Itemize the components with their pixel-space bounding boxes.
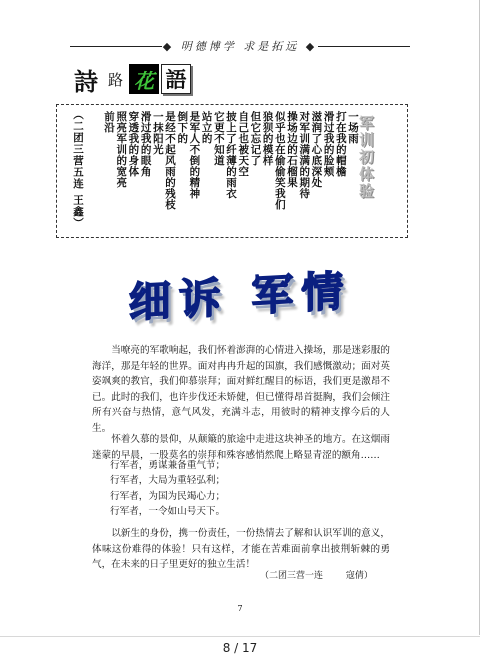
article-signature: （二团三营一连 寇倩）	[260, 571, 373, 581]
poem-line: 滑过我的脸颊	[322, 111, 335, 177]
verse-line: 行军者，一令如山号天下。	[110, 506, 226, 517]
header-motto-text: ◆ 明德博学 求是拓远 ◆	[162, 40, 318, 53]
section-wordart-heading	[90, 268, 390, 326]
page-indicator-bar	[0, 636, 480, 660]
page-number: 7	[237, 604, 243, 613]
poem-line: 但它忘记了	[249, 111, 262, 166]
poem-line: 站立的	[200, 111, 213, 144]
section-title-yu-block: 語	[161, 64, 191, 94]
article-paragraph-3: 以新生的身份，携一份责任，一份热情去了解和认识军训的意义，体味这份难得的体验！只有这样，才能在苦难面前拿出披荆斩棘的勇气，在未来的日子里更好的独立生活！	[92, 528, 390, 570]
poem-title: 军训初体验	[357, 115, 375, 200]
article-paragraph-1: 当嘹亮的军歌响起，我们怀着澎湃的心情进入操场，那是迷彩服的海洋，那是年轻的世界。面对冉冉升起的国旗，我们感慨激动；面对英姿飒爽的教官，我们仰慕崇拜；面对鲜红醒目的标语，我们更是激昂不已。此时的我们，也许步伐还未矫健，但已懂得昂首挺胸，我们会倾注所有兴奋与热情，意气风发，充满斗志，用彼时的精神支撑今后的人生。	[92, 345, 390, 434]
section-title	[74, 62, 191, 96]
page-indicator: 8 / 17	[222, 641, 258, 655]
section-title-shi: 詩	[74, 66, 100, 96]
poem-line: 一场雨	[347, 111, 359, 144]
verse-line: 行军者，勇谋兼备重气节；	[110, 460, 226, 471]
poem-line: 似乎也在偷偷笑我们	[273, 111, 286, 210]
poem-line: 是军人不倒的精神	[188, 111, 201, 199]
poem-line: 它更不知道	[212, 111, 225, 166]
poem-line: 狼狈的模样	[261, 111, 274, 166]
poem-line: 打在我的帽檐	[334, 111, 347, 177]
poem-line: 照亮军训的宽亮	[115, 111, 128, 188]
poem-line: 是经不起风雨的残枝	[164, 111, 176, 210]
header-motto-bar	[70, 40, 410, 54]
section-title-lu: 路	[108, 70, 124, 89]
poem-line: 穿透我的身体	[127, 111, 140, 177]
verse-line: 行军者，为国为民竭心力；	[110, 491, 226, 502]
section-title-hua-block: 花	[129, 64, 159, 94]
poem-line: 滋润了心底深处	[310, 111, 323, 188]
poem-line: 自己也被天空	[237, 111, 250, 177]
poem-line: 一抹阳光	[151, 111, 164, 155]
poem-line: 滑过我的眼角	[139, 111, 152, 177]
poem-byline: （二团三营五连 王鑫）	[72, 109, 84, 229]
poem-frame	[56, 104, 408, 238]
poem-line: 对军训满满的期待	[298, 111, 311, 199]
poem-line: 倒下的	[176, 111, 189, 144]
poem-line: 披上了纤薄的雨衣	[225, 111, 237, 199]
verse-line: 行军者，大局为重轻弘利；	[110, 475, 226, 486]
wordart-text: 细诉 军情	[128, 266, 352, 327]
article-paragraph-2: 怀着久慕的景仰，从颠簸的旅途中走进这块神圣的地方。在这烟雨迷蒙的早晨，一股莫名的崇拜和殊容感悄然爬上略显青涩的额角……	[92, 434, 390, 461]
poem-line: 前沿	[103, 111, 115, 133]
poem-line: 操场边的石榴果	[286, 111, 298, 188]
